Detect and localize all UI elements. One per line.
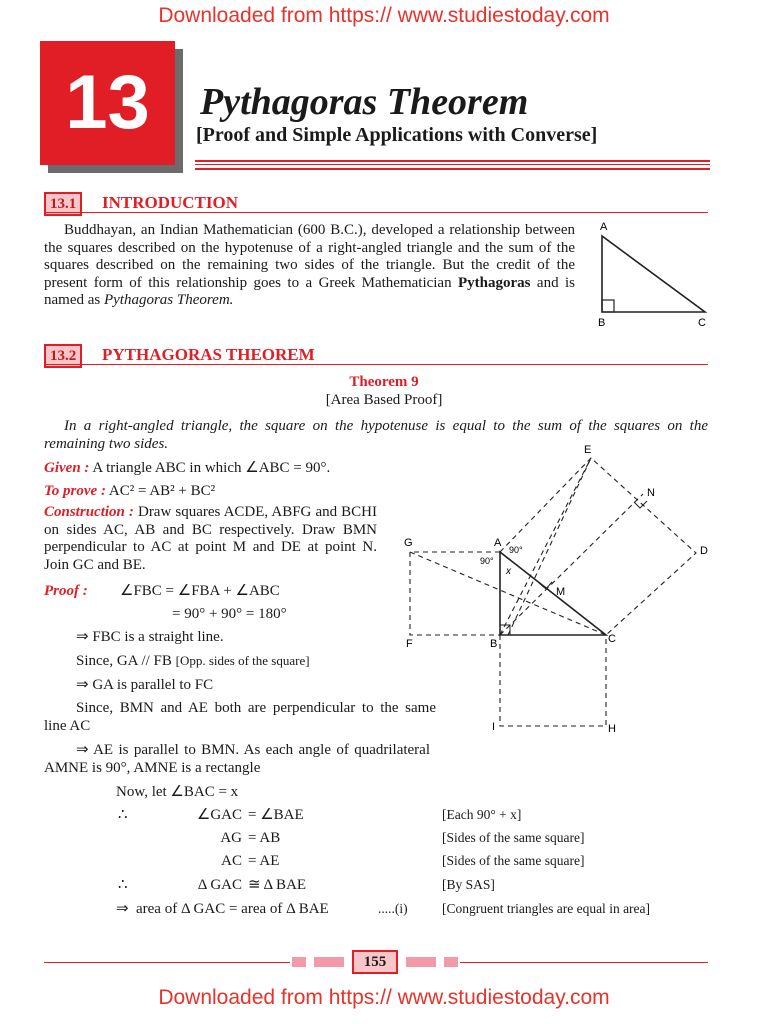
label-g: G [404,537,413,549]
label-angle-90: 90° [509,545,523,555]
theorem-type: [Area Based Proof] [325,392,443,408]
step-reason: [Sides of the same square] [442,853,585,868]
small-label-c: C [698,317,706,329]
small-triangle-figure [588,218,718,330]
step-right: = AB [248,830,281,846]
step-right: ≅ Δ BAE [248,877,307,893]
step-right: .....(i) [378,901,408,916]
section-number-13-1: 13.1 [44,192,82,216]
step-reason: [Congruent triangles are equal in area] [442,901,651,916]
proof-line-7: ⇒ AE is parallel to BMN. As each angle of quadrilateral AMNE is 90°, AMNE is a rectangle [44,742,430,776]
label-e: E [584,444,592,456]
step-left: AG [220,830,242,846]
step-left: area of Δ GAC = area of Δ BAE [136,901,329,917]
step-symbol: ⇒ [116,901,129,917]
pythagoras-figure [396,440,726,740]
section-number-13-2: 13.2 [44,344,82,368]
section-title-introduction: INTRODUCTION [102,193,239,212]
footer-block [292,957,306,967]
footer-block [314,957,344,967]
proof-line-8: Now, let ∠BAC = x [116,784,239,800]
header-rule-1 [195,160,710,162]
section-title-pythagoras: PYTHAGORAS THEOREM [102,345,315,364]
step-left: ∠GAC [196,807,242,823]
section-rule [44,212,708,213]
footer-rule-left [44,962,290,963]
proof-line-2: = 90° + 90° = 180° [172,606,287,622]
page-number: 155 [352,950,398,974]
proof-line-5: ⇒ GA is parallel to FC [76,677,214,693]
step-right: = AE [248,853,280,869]
label-m: M [556,586,566,598]
header-rule-3 [195,168,710,170]
proof-line-6: Since, BMN and AE both are perpendicular to the same line AC [44,700,436,734]
header-rule-2 [195,164,710,165]
label-h: H [608,723,616,735]
step-symbol: ∴ [118,877,128,893]
small-label-b: B [598,317,606,329]
section-rule [44,364,708,365]
footer-rule-right [460,962,708,963]
intro-paragraph: Buddhayan, an Indian Mathematician (600 B.C.), developed a relationship between the squares described on the hypotenuse of a right-angled triangle and the sum of the squares described on the remaining two sides of the triangle. But the credit of the present form of this relationship goes to a Greek Mathematician Pythagoras and is named as Pythagoras Theorem. [44,222,575,308]
footer-block [406,957,436,967]
step-reason: [By SAS] [442,877,495,892]
label-f: F [406,638,413,650]
step-right: = ∠BAE [248,807,304,823]
label-i: I [492,721,496,733]
given-line: Given : A triangle ABC in which ∠ABC = 90°. [44,460,331,476]
chapter-subtitle: [Proof and Simple Applications with Converse] [196,124,598,146]
proof-line-1: ∠FBC = ∠FBA + ∠ABC [120,583,280,599]
step-symbol: ∴ [118,807,128,823]
to-prove-line: To prove : AC² = AB² + BC² [44,483,216,499]
label-angle-90b: 90° [480,556,494,566]
label-c: C [608,633,616,645]
theorem-name: Theorem 9 [349,374,419,390]
footer-block [444,957,458,967]
proof-label: Proof : [44,583,88,599]
proof-line-3: ⇒ FBC is a straight line. [76,629,224,645]
theorem-statement: In a right-angled triangle, the square on the hypotenuse is equal to the sum of the squares on the remaining two sides. [44,418,708,452]
label-a: A [494,537,502,549]
step-left: AC [221,853,242,869]
chapter-title: Pythagoras Theorem [200,81,529,123]
label-d: D [700,545,708,557]
step-left: Δ GAC [197,877,242,893]
label-x: x [506,566,511,577]
label-b: B [490,638,498,650]
step-reason: [Sides of the same square] [442,830,585,845]
construction-paragraph: Construction : Draw squares ACDE, ABFG and BCHI on sides AC, AB and BC respectively. Draw BMN perpendicular to AC at point M and DE at point N. Join GC and BE. [44,504,377,573]
small-label-a: A [600,221,608,233]
chapter-number: 13 [40,41,175,165]
label-n: N [647,487,655,499]
watermark-bottom: Downloaded from https:// www.studiestoday.com [158,986,610,1009]
watermark-top: Downloaded from https:// www.studiestoday.com [158,4,610,27]
step-reason: [Each 90° + x] [442,807,522,822]
proof-line-4: Since, GA // FB [Opp. sides of the square] [76,653,310,669]
